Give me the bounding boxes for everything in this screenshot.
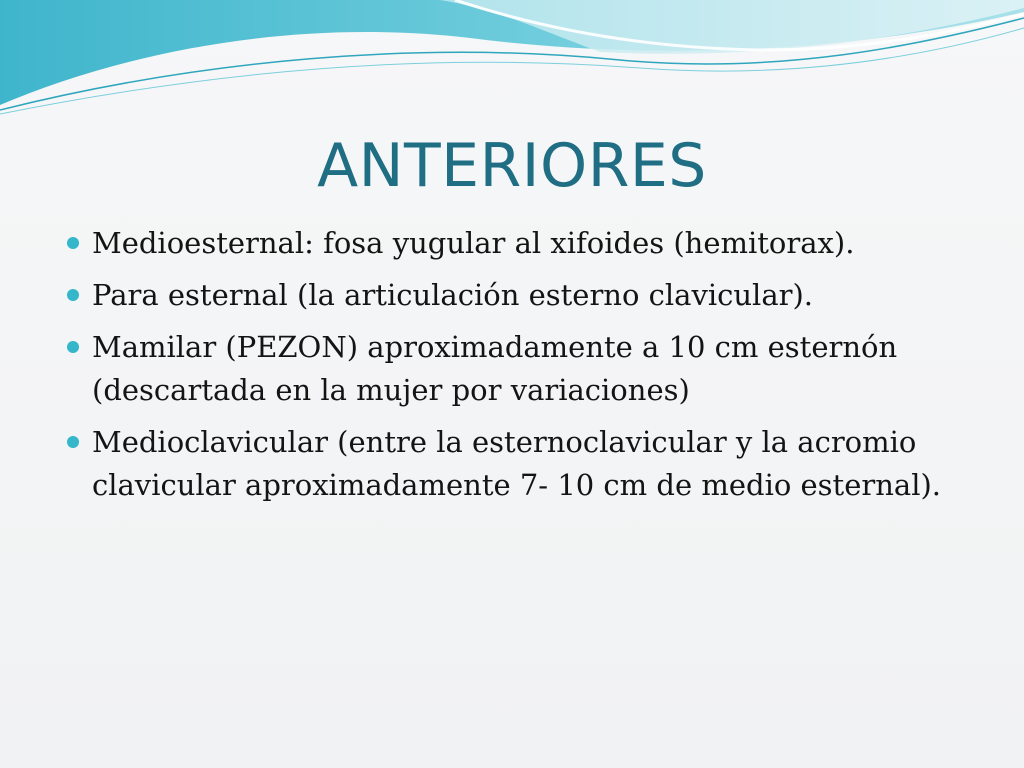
bullet-dot-icon xyxy=(67,289,79,301)
bullet-item xyxy=(62,326,962,412)
slide-title: ANTERIORES xyxy=(317,131,707,201)
bullet-text: Medioesternal: fosa yugular al xifoides (hemitorax). xyxy=(92,226,855,260)
bullet-dot-icon xyxy=(67,341,79,353)
bullet-dot-icon xyxy=(67,436,79,448)
bullet-text: Para esternal (la articulación esterno clavicular). xyxy=(92,278,814,312)
bullet-dot-icon xyxy=(67,237,79,249)
bullet-item xyxy=(62,421,962,507)
bullet-item xyxy=(62,274,962,317)
header-wave-decoration xyxy=(0,0,1024,120)
bullet-text: Medioclavicular (entre la esternoclavicular y la acromio clavicular aproximadamente 7- 10 cm de medio esternal). xyxy=(92,425,942,502)
bullet-list xyxy=(62,222,962,516)
bullet-text: Mamilar (PEZON) aproximadamente a 10 cm esternón (descartada en la mujer por variaciones) xyxy=(92,330,898,407)
bullet-item xyxy=(62,222,962,265)
